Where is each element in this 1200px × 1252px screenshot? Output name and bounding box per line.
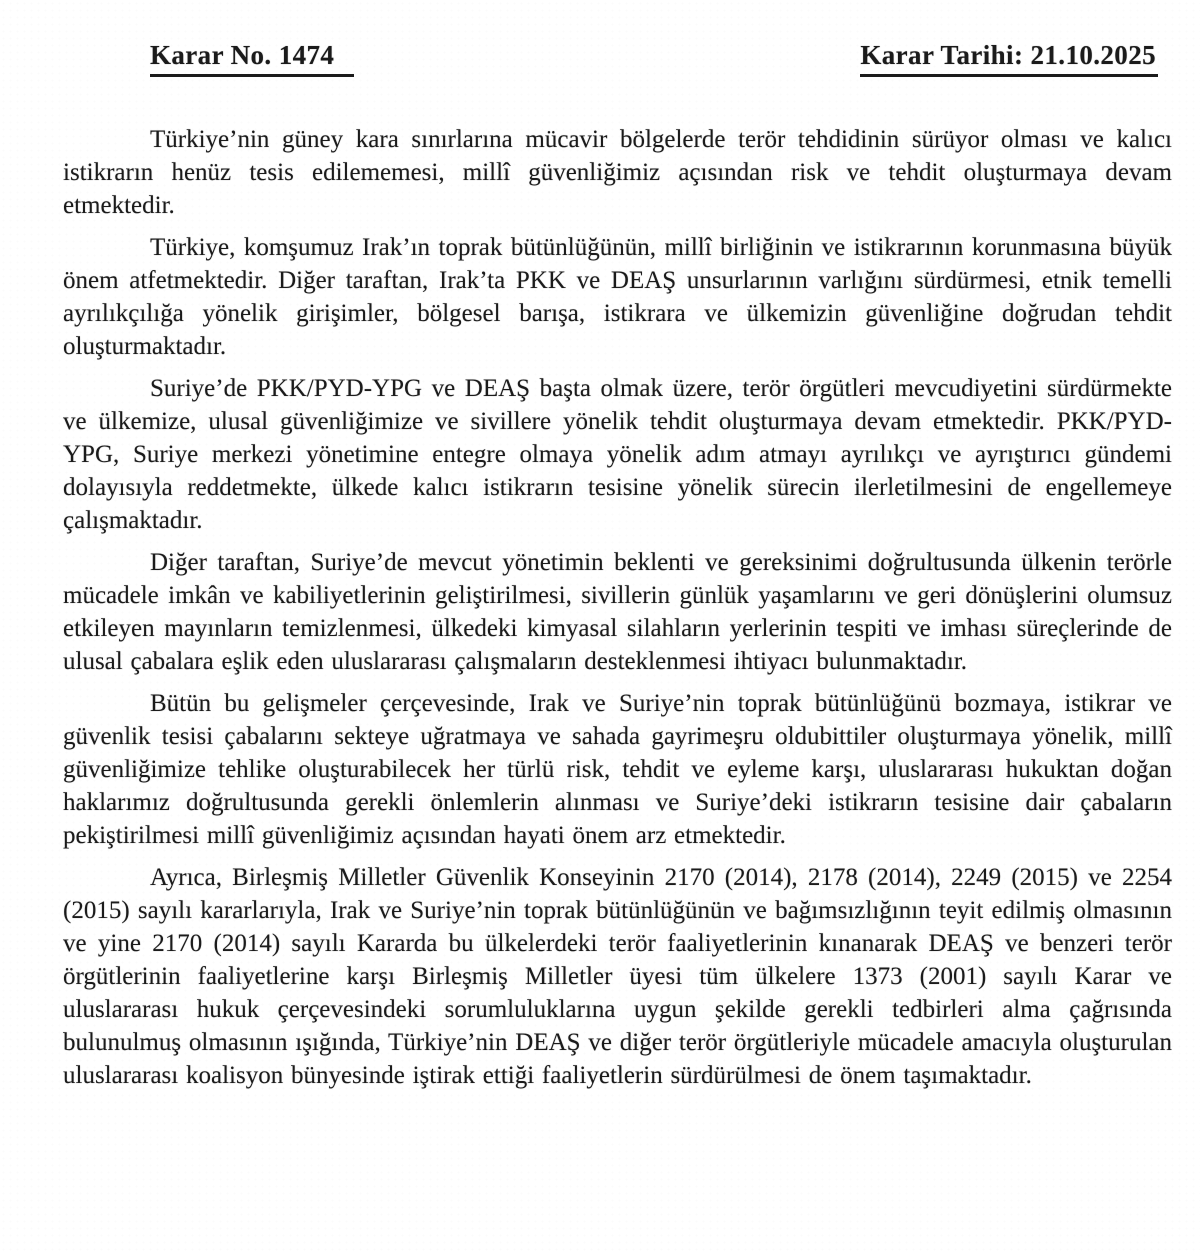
decision-date: Karar Tarihi: 21.10.2025 (860, 40, 1158, 77)
paragraph-national-security-measures: Bütün bu gelişmeler çerçevesinde, Irak ve Suriye’nin toprak bütünlüğünü bozmaya, istikrar ve güvenlik tesisi çabalarını sekteye uğratmaya ve sahada gayrimeşru oldubittiler oluşturmaya yönelik, millî güvenliğimize tehlike oluşturabilecek her türlü risk, tehdit ve eyleme karşı, uluslararası hukuktan doğan haklarımız doğrultusunda gerekli önlemlerin alınması ve Suriye’deki istikrarın tesisine dair çabaların pekiştirilmesi millî güvenliğimiz açısından hayati önem arz etmektedir. (63, 690, 1172, 849)
paragraph-un-resolutions: Ayrıca, Birleşmiş Milletler Güvenlik Konseyinin 2170 (2014), 2178 (2014), 2249 (2015) ve 2254 (2015) sayılı kararlarıyla, Irak ve Suriye’nin toprak bütünlüğünün ve bağımsızlığının teyit edilmiş olmasının ve yine 2170 (2014) sayılı Kararda bu ülkelerdeki terör faaliyetlerinin kınanarak DEAŞ ve benzeri terör örgütlerinin faaliyetlerine karşı Birleşmiş Milletler üyesi tüm ülkelere 1373 (2001) sayılı Karar ve uluslararası hukuk çerçevesindeki sorumluluklarına uygun şekilde gerekli tedbirleri alma çağrısında bulunulmuş olmasının ışığında, Türkiye’nin DEAŞ ve diğer terör örgütleriyle mücadele amacıyla oluşturulan uluslararası koalisyon bünyesinde iştirak ettiği faaliyetlerin sürdürülmesi de önem taşımaktadır. (63, 864, 1172, 1089)
document-header (63, 40, 1172, 77)
paragraph-iraq: Türkiye, komşumuz Irak’ın toprak bütünlüğünün, millî birliğinin ve istikrarının korunmasına büyük önem atfetmektedir. Diğer taraftan, Irak’ta PKK ve DEAŞ unsurlarının varlığını sürdürmesi, etnik temelli ayrılıkçılığa yönelik girişimler, bölgesel barışa, istikrara ve ülkemizin güvenliğine doğrudan tehdit oluşturmaktadır. (63, 234, 1172, 360)
decision-number: Karar No. 1474 (150, 40, 354, 77)
paragraph-syria-support: Diğer taraftan, Suriye’de mevcut yönetimin beklenti ve gereksinimi doğrultusunda ülkenin terörle mücadele imkân ve kabiliyetlerinin geliştirilmesi, sivillerin günlük yaşamlarını ve geri dönüşlerini olumsuz etkileyen mayınların temizlenmesi, ülkedeki kimyasal silahların yerlerinin tespiti ve imhası süreçlerinde de ulusal çabalara eşlik eden uluslararası çalışmaların desteklenmesi ihtiyacı bulunmaktadır. (63, 549, 1172, 675)
paragraph-border-threat: Türkiye’nin güney kara sınırlarına mücavir bölgelerde terör tehdidinin sürüyor olması ve kalıcı istikrarın henüz tesis edilememesi, millî güvenliğimiz açısından risk ve tehdit oluşturmaya devam etmektedir. (63, 126, 1172, 219)
paragraph-syria-terror-orgs: Suriye’de PKK/PYD-YPG ve DEAŞ başta olmak üzere, terör örgütleri mevcudiyetini sürdürmekte ve ülkemize, ulusal güvenliğimize ve sivillere yönelik tehdit oluşturmaya devam etmektedir. PKK/PYD-YPG, Suriye merkezi yönetimine entegre olmaya yönelik adım atmayı ayrılıkçı ve ayrıştırıcı gündemi dolayısıyla reddetmekte, ülkede kalıcı istikrarın tesisine yönelik sürecin ilerletilmesini de engellemeye çalışmaktadır. (63, 375, 1172, 534)
document-body (63, 123, 1172, 1092)
